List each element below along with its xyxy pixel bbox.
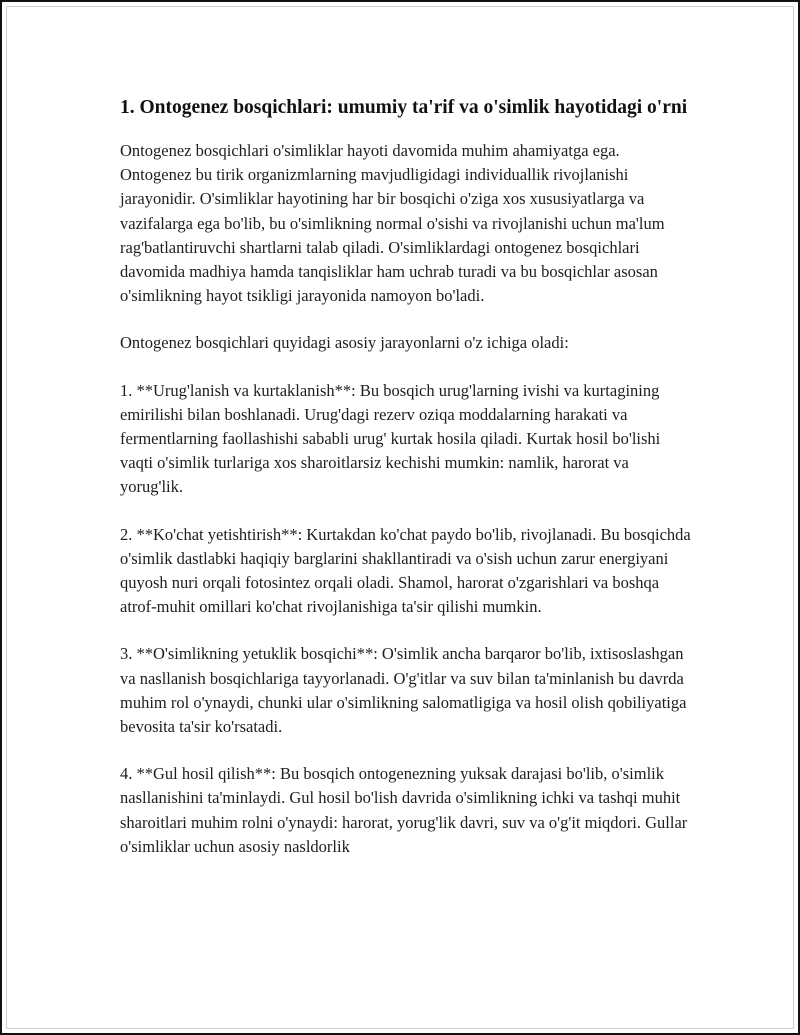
section-heading: 1. Ontogenez bosqichlari: umumiy ta'rif va o'simlik hayotidagi o'rni — [120, 97, 688, 118]
paragraph-intro: Ontogenez bosqichlari o'simliklar hayoti davomida muhim ahamiyatga ega. Ontogenez bu tirik organizmlarning mavjudligidagi individuallik rivojlanishi jarayonidir. O'simliklar hayotining har bir bosqichi o'ziga xos xususiyatlarga va vazifalarga ega bo'lib, bu o'simlikning normal o'sishi va rivojlanishi uchun ma'lum rag'batlantiruvchi shartlarni talab qiladi. O'simliklardagi ontogenez bosqichlari davomida madhiya hamda tanqisliklar ham uchrab turadi va bu bosqichlar asosan o'simlikning hayot tsikligi jarayonida namoyon bo'ladi. — [120, 141, 665, 306]
paragraph-stage-3: 3. **O'simlikning yetuklik bosqichi**: O'simlik ancha barqaror bo'lib, ixtisoslashgan va nasllanish bosqichlariga tayyorlanadi. O'g'itlar va suv bilan ta'minlanish bu davrda muhim rol o'ynaydi, chunki ular o'simlikning salomatligiga va hosil olish qobiliyatiga bevosita ta'sir ko'rsatadi. — [120, 644, 687, 737]
paragraph-stage-4: 4. **Gul hosil qilish**: Bu bosqich ontogenezning yuksak darajasi bo'lib, o'simlik nasllanishini ta'minlaydi. Gul hosil bo'lish davrida o'simlikning ichki va tashqi muhit sharoitlari muhim rolni o'ynaydi: harorat, yorug'lik davri, suv va o'g'it miqdori. Gullar o'simliklar uchun asosiy nasldorlik — [120, 764, 688, 856]
paragraph-stage-2: 2. **Ko'chat yetishtirish**: Kurtakdan ko'chat paydo bo'lib, rivojlanadi. Bu bosqichda o'simlik dastlabki haqiqiy barglarini shakllantiradi va o'sish uchun zarur energiyani quyosh nuri orqali fotosintez orqali oladi. Shamol, harorat o'zgarishlari va boshqa atrof-muhit omillari ko'chat rivojlanishiga ta'sir qilishi mumkin. — [120, 524, 691, 617]
paragraph-list-intro: Ontogenez bosqichlari quyidagi asosiy jarayonlarni o'z ichiga oladi: — [120, 333, 569, 353]
paragraph-stage-1: 1. **Urug'lanish va kurtaklanish**: Bu bosqich urug'larning ivishi va kurtagining emirilishi bilan boshlanadi. Urug'dagi rezerv oziqa moddalarning harakati va fermentlarning faollashishi sababli urug' kurtak hosila qiladi. Kurtak hosil bo'lishi vaqti o'simlik turlariga xos sharoitlarsiz kechishi mumkin: namlik, harorat va yorug'lik. — [120, 380, 661, 497]
document-body — [120, 94, 692, 859]
